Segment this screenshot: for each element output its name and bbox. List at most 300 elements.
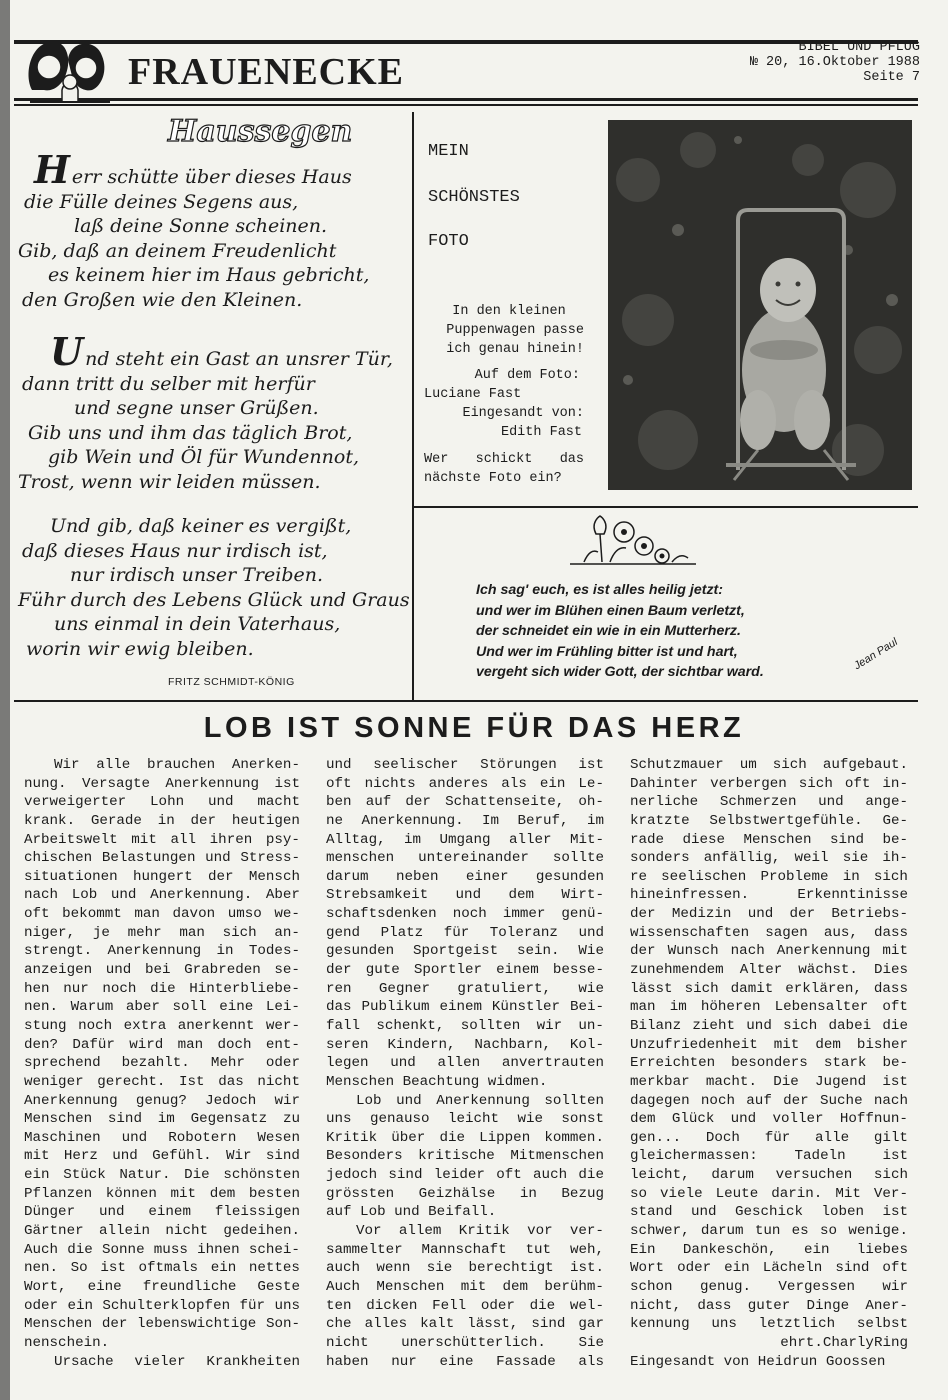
article-word: unerschütterlich. — [401, 1334, 546, 1351]
article-line — [326, 1129, 604, 1148]
article-word: nicht, — [630, 1297, 682, 1314]
article-word: um — [739, 757, 757, 773]
article-line — [24, 793, 300, 812]
article-word: wenn — [376, 1260, 411, 1277]
article-word: an- — [274, 924, 300, 941]
article-word: allein — [98, 1223, 151, 1240]
article-word: wir — [882, 1278, 908, 1295]
article-word: Schutzmauer — [630, 757, 724, 773]
article-line — [630, 756, 908, 775]
article-word: man — [134, 906, 160, 923]
photo-caption — [424, 302, 584, 359]
article-word: Le- — [578, 775, 604, 792]
article-word: auch — [326, 1260, 361, 1277]
article-word: man — [177, 1036, 204, 1053]
women-faces-logo — [22, 30, 114, 108]
article-word: wir — [536, 1017, 563, 1034]
article-word: über — [391, 1129, 426, 1146]
article-word: und — [578, 924, 604, 941]
photo-heading-line: SCHÖNSTES — [428, 188, 520, 207]
article-word: anerkennt — [177, 1017, 255, 1034]
article-word: ein — [24, 1167, 50, 1184]
article-word: soll — [172, 999, 207, 1016]
article-word: Menschen — [24, 1111, 93, 1128]
article-word: Anerkennung — [165, 775, 260, 792]
article-word: Ursache — [54, 1353, 114, 1370]
article-word: eine — [87, 1278, 122, 1295]
article-line — [630, 849, 908, 868]
article-word: alles — [364, 1316, 408, 1333]
article-word: so — [630, 1185, 648, 1202]
poem-line — [18, 147, 369, 192]
article-word: Selbstwertgefühle. — [709, 812, 863, 829]
article-word: loben — [821, 1204, 865, 1221]
article-word: ren — [326, 980, 352, 997]
article-word: gedeihen. — [223, 1223, 300, 1240]
article-line — [630, 1185, 908, 1204]
poem-line: gib Wein und Öl für Wundennot, — [48, 446, 360, 468]
article-word: Bei- — [569, 999, 604, 1016]
article-word: gerecht. — [97, 1073, 166, 1090]
article-word: gen... — [630, 1129, 682, 1146]
article-word: oft — [882, 999, 908, 1016]
article-word: Hoffnun- — [839, 1111, 908, 1128]
article-word: höheren — [700, 999, 761, 1016]
article-word: und — [818, 794, 844, 811]
article-word: chischen — [24, 850, 93, 867]
article-word: Gefühl. — [152, 1148, 212, 1165]
article-word: noch — [102, 980, 137, 997]
article-word: schwer, — [630, 1223, 690, 1240]
article-line: nenschein. — [24, 1334, 110, 1351]
article-line — [24, 980, 300, 999]
article-word: ihren — [209, 831, 253, 848]
article-word: un- — [578, 1017, 604, 1034]
article-word: auf — [746, 1092, 772, 1109]
article-word: ein — [67, 1297, 93, 1314]
article-line — [630, 1054, 908, 1073]
photo-heading-line: FOTO — [428, 232, 469, 251]
poem-line: Gib uns und ihm das täglich Brot, — [28, 421, 353, 444]
sender-name: Edith Fast — [500, 425, 582, 440]
article-word: dass — [697, 1297, 732, 1314]
article-line — [630, 1315, 908, 1334]
article-word: sind — [265, 1148, 300, 1165]
article-line — [630, 942, 908, 961]
article-word: Mitmenschen — [510, 1148, 604, 1165]
article-word: wie — [517, 1111, 544, 1128]
poem-line-text: Und gib, daß keiner es vergißt, — [50, 515, 352, 537]
photo-heading-line: MEIN — [428, 142, 469, 161]
article-line — [630, 1129, 908, 1148]
article-word: Hinterbliebe- — [189, 980, 300, 997]
article-word: Geschick — [734, 1204, 804, 1221]
article-word: einer — [465, 868, 509, 885]
article-word: uns — [274, 1297, 300, 1314]
quote-line: der schneidet ein wie in ein Mutterherz. — [476, 623, 741, 639]
article-word: voller — [772, 1111, 824, 1128]
article-word: weil — [794, 850, 829, 867]
article-line — [630, 793, 908, 812]
article-word: Mannschaft — [421, 1241, 507, 1258]
article-line — [326, 1092, 604, 1111]
article-word: wer- — [265, 1017, 300, 1034]
article-word: Ist — [179, 1073, 205, 1090]
poem-line: Trost, wenn wir leiden müssen. — [18, 470, 321, 493]
article-word: Sonne — [102, 1241, 145, 1258]
article-word: und — [746, 1017, 772, 1034]
poem-stanza — [18, 147, 370, 312]
article-word: verbergen — [710, 775, 787, 792]
article-word: sollte — [552, 850, 604, 867]
article-word: darin. — [771, 1185, 823, 1202]
article-word: Dahinter — [630, 775, 699, 792]
article-word: der — [405, 794, 431, 811]
article-word: bisher — [856, 1036, 908, 1053]
article-word: sind — [388, 1167, 423, 1184]
next-photo-call — [424, 450, 584, 488]
article-word: Die — [184, 1167, 210, 1184]
article-word: sind — [829, 831, 865, 848]
article-line — [326, 849, 604, 868]
article-word: Störungen — [480, 757, 557, 773]
article-word: dem — [508, 887, 535, 904]
article-word: gesunden — [535, 868, 604, 885]
article-line — [630, 1222, 908, 1241]
article-word: als — [578, 1353, 604, 1370]
article-word: sich — [873, 1167, 908, 1184]
article-line — [326, 793, 604, 812]
article-word: Schulterklopfen — [102, 1297, 231, 1314]
article-word: letztlich — [758, 1316, 836, 1333]
article-word: damit — [730, 980, 774, 997]
article-word: Wir — [226, 1148, 252, 1165]
article-word: hen — [24, 980, 50, 997]
article-word: sind — [531, 1316, 566, 1333]
article-word: haben — [326, 1353, 369, 1370]
article-word: seren — [326, 1036, 369, 1053]
article-word: für — [764, 1129, 791, 1146]
article-line — [24, 1259, 300, 1278]
drop-initial: H — [34, 147, 70, 192]
article-word: Geizhälse — [418, 1185, 496, 1202]
article-word: das — [326, 999, 352, 1016]
article-word: Anerkennung. — [361, 812, 464, 829]
article-line — [326, 1166, 604, 1185]
caption-word: das — [559, 452, 584, 467]
article-word: und — [730, 1111, 757, 1128]
article-line — [24, 961, 300, 980]
article-word: oder — [480, 1297, 515, 1314]
article-word: Wir — [54, 757, 80, 773]
article-word: Erkenntinisse — [797, 887, 908, 904]
article-word: wir — [274, 1092, 300, 1109]
article-word: die — [439, 1129, 465, 1146]
poem-line: nur irdisch unser Treiben. — [70, 564, 324, 586]
article-word: Platz — [380, 924, 424, 941]
article-word: se- — [274, 962, 300, 979]
article-word: ein — [539, 775, 566, 792]
article-word: ne — [326, 812, 344, 829]
article-word: Dinge — [806, 1297, 850, 1314]
article-word: leicht, — [630, 1167, 690, 1184]
article-word: immer — [502, 906, 546, 923]
article-word: Alltag, — [326, 831, 386, 848]
article-word: besten — [248, 1185, 300, 1202]
article-word: Lippen — [479, 1129, 531, 1146]
article-word: fleissigen — [214, 1204, 300, 1221]
article-line — [630, 961, 908, 980]
article-word: einem — [148, 1204, 191, 1221]
article-word: dem — [209, 1185, 236, 1202]
article-word: anvertrauten — [501, 1055, 604, 1072]
article-line — [24, 1353, 300, 1372]
article-line — [326, 1147, 604, 1166]
article-line — [24, 868, 300, 887]
article-word: Die — [773, 1073, 799, 1090]
article-word: Charly — [822, 1334, 874, 1351]
article-line — [326, 1297, 604, 1316]
article-line — [24, 1241, 300, 1260]
article-word: Todes- — [248, 943, 300, 960]
article-line — [630, 831, 908, 850]
article-word: nach — [873, 1092, 908, 1109]
article-word: die — [529, 1297, 556, 1314]
article-line — [630, 1166, 908, 1185]
article-word: ist — [274, 775, 300, 792]
article-word: uns — [326, 1111, 352, 1128]
article-line — [326, 886, 604, 905]
article-word: das — [218, 1073, 244, 1090]
article-word: nicht — [326, 1334, 369, 1351]
article-word: mit — [170, 1185, 197, 1202]
photo-label: Auf dem Foto: — [474, 368, 580, 383]
article-word: dagegen — [630, 1092, 690, 1109]
article-word: sprechend — [24, 1055, 101, 1072]
article-word: dicken — [366, 1297, 418, 1314]
article-word: sonders — [630, 850, 690, 867]
article-word: be- — [882, 1055, 908, 1072]
article-word: Bilanz — [630, 1017, 682, 1034]
article-word: Lohn — [150, 794, 185, 811]
article-word: kratzte — [630, 812, 690, 829]
upper-box-bottom-rule — [14, 700, 918, 702]
article-word: versuchen — [775, 1167, 853, 1184]
article-word: Gegner — [378, 980, 431, 997]
jean-paul-quote — [476, 580, 764, 683]
caption-line: In den kleinen — [452, 304, 566, 319]
article-line — [630, 868, 908, 887]
article-word: Sportgeist — [412, 943, 499, 960]
article-word: Fassade — [496, 1353, 556, 1370]
article-word: Vergessen — [778, 1278, 856, 1295]
article-word: aufgebaut. — [822, 757, 908, 773]
article-column-2 — [326, 756, 604, 1371]
article-word: hungert — [133, 868, 193, 885]
article-word: nach — [730, 943, 765, 960]
article-line — [24, 1315, 300, 1334]
article-word: Gerade — [90, 812, 142, 829]
article-word: doch — [217, 1036, 252, 1053]
article-word: Probleme — [760, 868, 829, 885]
article-word: oft — [844, 775, 871, 792]
article-word: schenkt, — [376, 1017, 445, 1034]
poem-line: es keinem hier im Haus gebricht, — [48, 264, 370, 286]
article-word: und — [205, 850, 231, 867]
article-word: Erreichten — [630, 1055, 716, 1072]
article-word: vor — [527, 1223, 553, 1240]
article-word: dabei — [828, 1017, 872, 1034]
article-word: Anerkennung — [776, 943, 871, 960]
article-word: und — [455, 887, 482, 904]
article-word: Auch — [326, 1278, 361, 1295]
article-word: Menschen — [743, 831, 812, 848]
article-word: Sportler — [413, 962, 483, 979]
article-word: Auch — [24, 1241, 59, 1258]
article-title: LOB IST SONNE FÜR DAS HERZ — [203, 712, 745, 744]
article-line — [24, 1092, 300, 1111]
article-word: ihnen — [197, 1241, 240, 1258]
article-word: ist — [100, 1260, 126, 1277]
article-word: sie — [426, 1260, 453, 1277]
article-word: grössten — [326, 1185, 395, 1202]
article-line — [24, 1129, 300, 1148]
article-line — [326, 1054, 604, 1073]
article-word: selbst — [856, 1316, 908, 1333]
article-line — [326, 775, 604, 794]
article-word: nerliche — [630, 794, 699, 811]
article-column-1 — [24, 756, 300, 1371]
article-word: wächst. — [798, 962, 858, 979]
photo-quote-divider — [412, 506, 918, 508]
article-word: in- — [882, 775, 908, 792]
article-line — [630, 886, 908, 905]
article-line — [24, 1017, 300, 1036]
article-word: oh- — [578, 794, 604, 811]
article-word: die — [150, 980, 176, 997]
article-word: darum — [700, 1223, 744, 1240]
article-word: gar — [578, 1316, 604, 1333]
article-word: Tadeln — [794, 1148, 846, 1165]
article-word: erklären, — [785, 980, 862, 997]
article-word: Sie — [578, 1334, 604, 1351]
article-line — [630, 1092, 908, 1111]
article-word: im — [586, 812, 604, 829]
article-word: mit — [773, 1036, 800, 1053]
article-line — [24, 812, 300, 831]
article-word: schönsten — [223, 1167, 300, 1184]
article-word: bezahlt. — [121, 1055, 190, 1072]
article-word: der — [789, 906, 816, 923]
article-word: einem — [439, 999, 483, 1016]
article-word: strengt. — [24, 943, 93, 960]
poem-photo-divider — [412, 112, 414, 702]
article-line — [326, 980, 604, 999]
article-word: weh, — [569, 1241, 604, 1258]
article-line — [326, 868, 604, 887]
article-word: oftmals — [138, 1260, 199, 1277]
poem-line: die Fülle deines Segens aus, — [24, 190, 299, 213]
poem-line: Führ durch des Lebens Glück und Graus — [18, 588, 410, 611]
article-word: die — [67, 1241, 93, 1258]
article-word: davon — [172, 906, 216, 923]
article-word: nur — [63, 980, 89, 997]
article-word: ehrt. — [780, 1334, 823, 1351]
article-word: Ver- — [873, 1185, 908, 1202]
article-word: oder — [677, 1260, 712, 1277]
article-word: sollten — [544, 1092, 604, 1109]
article-word: im — [157, 1111, 175, 1128]
article-line — [24, 1203, 300, 1222]
article-line — [326, 905, 604, 924]
article-word: sich — [798, 775, 833, 792]
article-word: sagen — [765, 924, 808, 941]
article-word: dem — [502, 1278, 529, 1295]
poem-line: Gib, daß an deinem Freudenlicht — [18, 239, 337, 262]
article-word: nen. — [24, 999, 59, 1016]
article-word: Nachbarn, — [474, 1036, 552, 1053]
article-word: noch — [452, 906, 487, 923]
article-line — [326, 924, 604, 943]
article-word: noch — [78, 1017, 113, 1034]
article-word: seelischen — [661, 868, 747, 885]
page-number: Seite 7 — [863, 70, 920, 85]
article-word: dem — [815, 1036, 841, 1053]
article-word: anfällig, — [703, 850, 781, 867]
article-word: Wort — [630, 1260, 665, 1277]
article-word: man — [630, 999, 656, 1016]
article-word: lässt — [630, 980, 673, 997]
article-line — [326, 1278, 604, 1297]
poem-stanza — [18, 329, 393, 494]
article-word: gilt — [873, 1129, 908, 1146]
article-line — [630, 1259, 908, 1278]
article-word: man — [179, 924, 205, 941]
article-word: menschen — [326, 850, 395, 867]
article-word: wel- — [569, 1297, 604, 1314]
article-line — [630, 1073, 908, 1092]
article-word: Strebsamkeit — [326, 887, 429, 904]
caption-word: schickt — [475, 452, 533, 467]
article-word: freundliche — [142, 1278, 237, 1295]
poem-line: den Großen wie den Kleinen. — [22, 288, 303, 311]
article-word: und — [390, 1055, 416, 1072]
article-word: gesunden — [326, 943, 395, 960]
article-word: sonst — [561, 1111, 604, 1128]
article-word: zunehmendem — [630, 962, 724, 979]
article-line — [630, 980, 908, 999]
article-word: Toleranz — [489, 924, 558, 941]
article-word: Jedoch — [205, 1092, 257, 1109]
article-word: allem — [398, 1223, 442, 1240]
article-word: wenige. — [848, 1223, 908, 1240]
caption-line: nächste Foto ein? — [424, 471, 562, 486]
article-line: auf Lob und Beifall. — [326, 1204, 497, 1221]
article-word: in — [216, 943, 234, 960]
article-word: stand — [630, 1204, 673, 1221]
poem-title: Haussegen — [168, 114, 353, 149]
article-line — [326, 942, 604, 961]
article-word: Unzufriedenheit — [630, 1036, 758, 1053]
article-word: we- — [274, 906, 300, 923]
article-line — [630, 1036, 908, 1055]
article-word: nur — [391, 1353, 417, 1370]
article-line — [326, 998, 604, 1017]
quote-author: Jean Paul — [852, 636, 900, 673]
article-word: im — [404, 831, 422, 848]
article-word: der — [101, 1316, 128, 1333]
article-word: und — [747, 906, 774, 923]
